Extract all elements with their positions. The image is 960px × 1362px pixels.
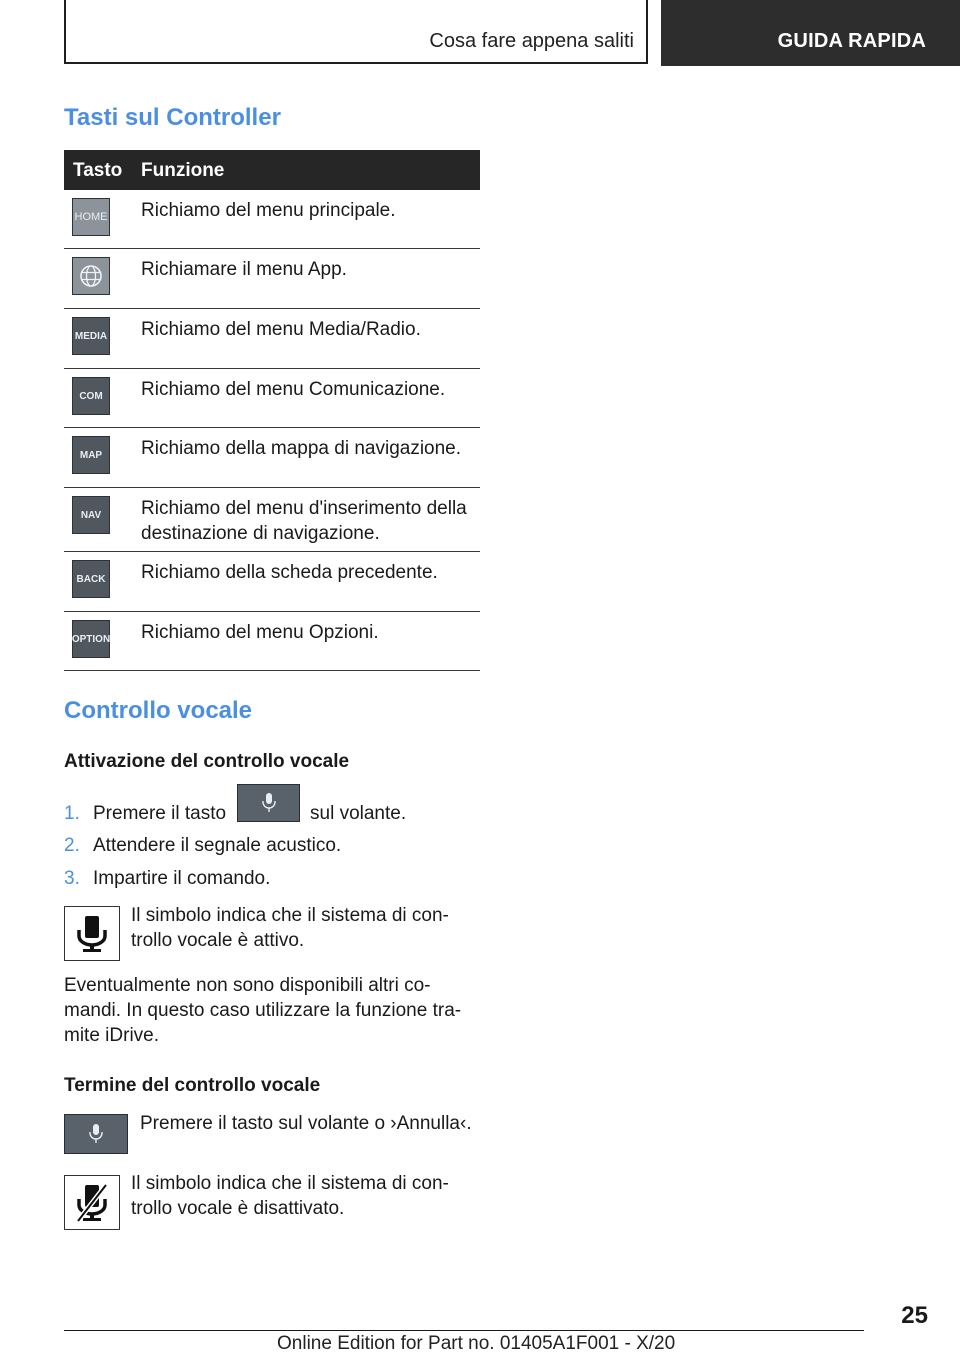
end-heading: Termine del controllo vocale (64, 1075, 321, 1096)
controller-section-title: Tasti sul Controller (64, 104, 281, 131)
step-3: 3. Impartire il comando. (64, 868, 271, 889)
media-key-icon: MEDIA (72, 317, 110, 355)
row-function-text: Richiamo del menu Comunicazione. (141, 379, 446, 400)
row-function-text: Richiamare il menu App. (141, 259, 347, 280)
header-chapter-title: GUIDA RAPIDA (777, 30, 926, 52)
footer-divider (64, 1330, 864, 1331)
table-header (64, 150, 480, 190)
globe-app-key-icon (72, 257, 110, 295)
step-1-suffix: sul volante. (310, 803, 407, 824)
column-header-function: Funzione (141, 160, 225, 181)
controller-keys-table (64, 150, 480, 671)
row-function-text: Richiamo del menu Opzioni. (141, 622, 379, 643)
row-function-text: Richiamo della mappa di navigazione. (141, 438, 462, 459)
table-row (64, 369, 480, 428)
inactive-symbol-text-2: trollo vocale è disattivato. (131, 1198, 345, 1219)
table-row (64, 552, 480, 612)
home-key-icon: HOME (72, 198, 110, 236)
page-number: 25 (901, 1302, 928, 1329)
nav-key-icon: NAV (72, 496, 110, 534)
table-row (64, 428, 480, 488)
microphone-icon (64, 906, 120, 961)
microphone-key-icon (64, 1114, 128, 1154)
microphone-muted-icon (64, 1175, 120, 1230)
voice-section-title: Controllo vocale (64, 697, 253, 724)
row-function-text: Richiamo del menu principale. (141, 200, 396, 221)
back-key-icon: BACK (72, 560, 110, 598)
note-text-1: Eventualmente non sono disponibili altri co- (64, 975, 431, 996)
row-function-text: Richiamo del menu Media/Radio. (141, 319, 421, 340)
table-row (64, 190, 480, 249)
table-row (64, 612, 480, 671)
column-header-key: Tasto (73, 160, 123, 181)
end-text: Premere il tasto sul volante o ›Annulla‹. (140, 1113, 472, 1134)
table-row (64, 488, 480, 552)
activation-heading: Attivazione del controllo vocale (64, 751, 350, 772)
header-chapter-tab (661, 0, 960, 66)
note-text-2: mandi. In questo caso utilizzare la funzione tra- (64, 1000, 462, 1021)
microphone-key-icon (237, 784, 300, 822)
step-1: 1. Premere il tasto (64, 803, 227, 824)
map-key-icon: MAP (72, 436, 110, 474)
footer-edition: Online Edition for Part no. 01405A1F001 - X/20 (277, 1333, 676, 1354)
inactive-symbol-text-1: Il simbolo indica che il sistema di con- (131, 1173, 449, 1194)
table-row (64, 249, 480, 309)
active-symbol-text-2: trollo vocale è attivo. (131, 930, 305, 951)
note-text-3: mite iDrive. (64, 1025, 160, 1046)
step-2: 2. Attendere il segnale acustico. (64, 835, 342, 856)
row-function-text: Richiamo della scheda precedente. (141, 562, 438, 583)
com-key-icon: COM (72, 377, 110, 415)
header-section-box (64, 0, 648, 64)
option-key-icon: OPTION (72, 620, 110, 658)
header-section-title: Cosa fare appena saliti (429, 30, 634, 52)
active-symbol-text-1: Il simbolo indica che il sistema di con- (131, 905, 449, 926)
row-function-text: Richiamo del menu d'inserimento della destinazione di navigazione. (141, 498, 467, 544)
table-row (64, 309, 480, 369)
